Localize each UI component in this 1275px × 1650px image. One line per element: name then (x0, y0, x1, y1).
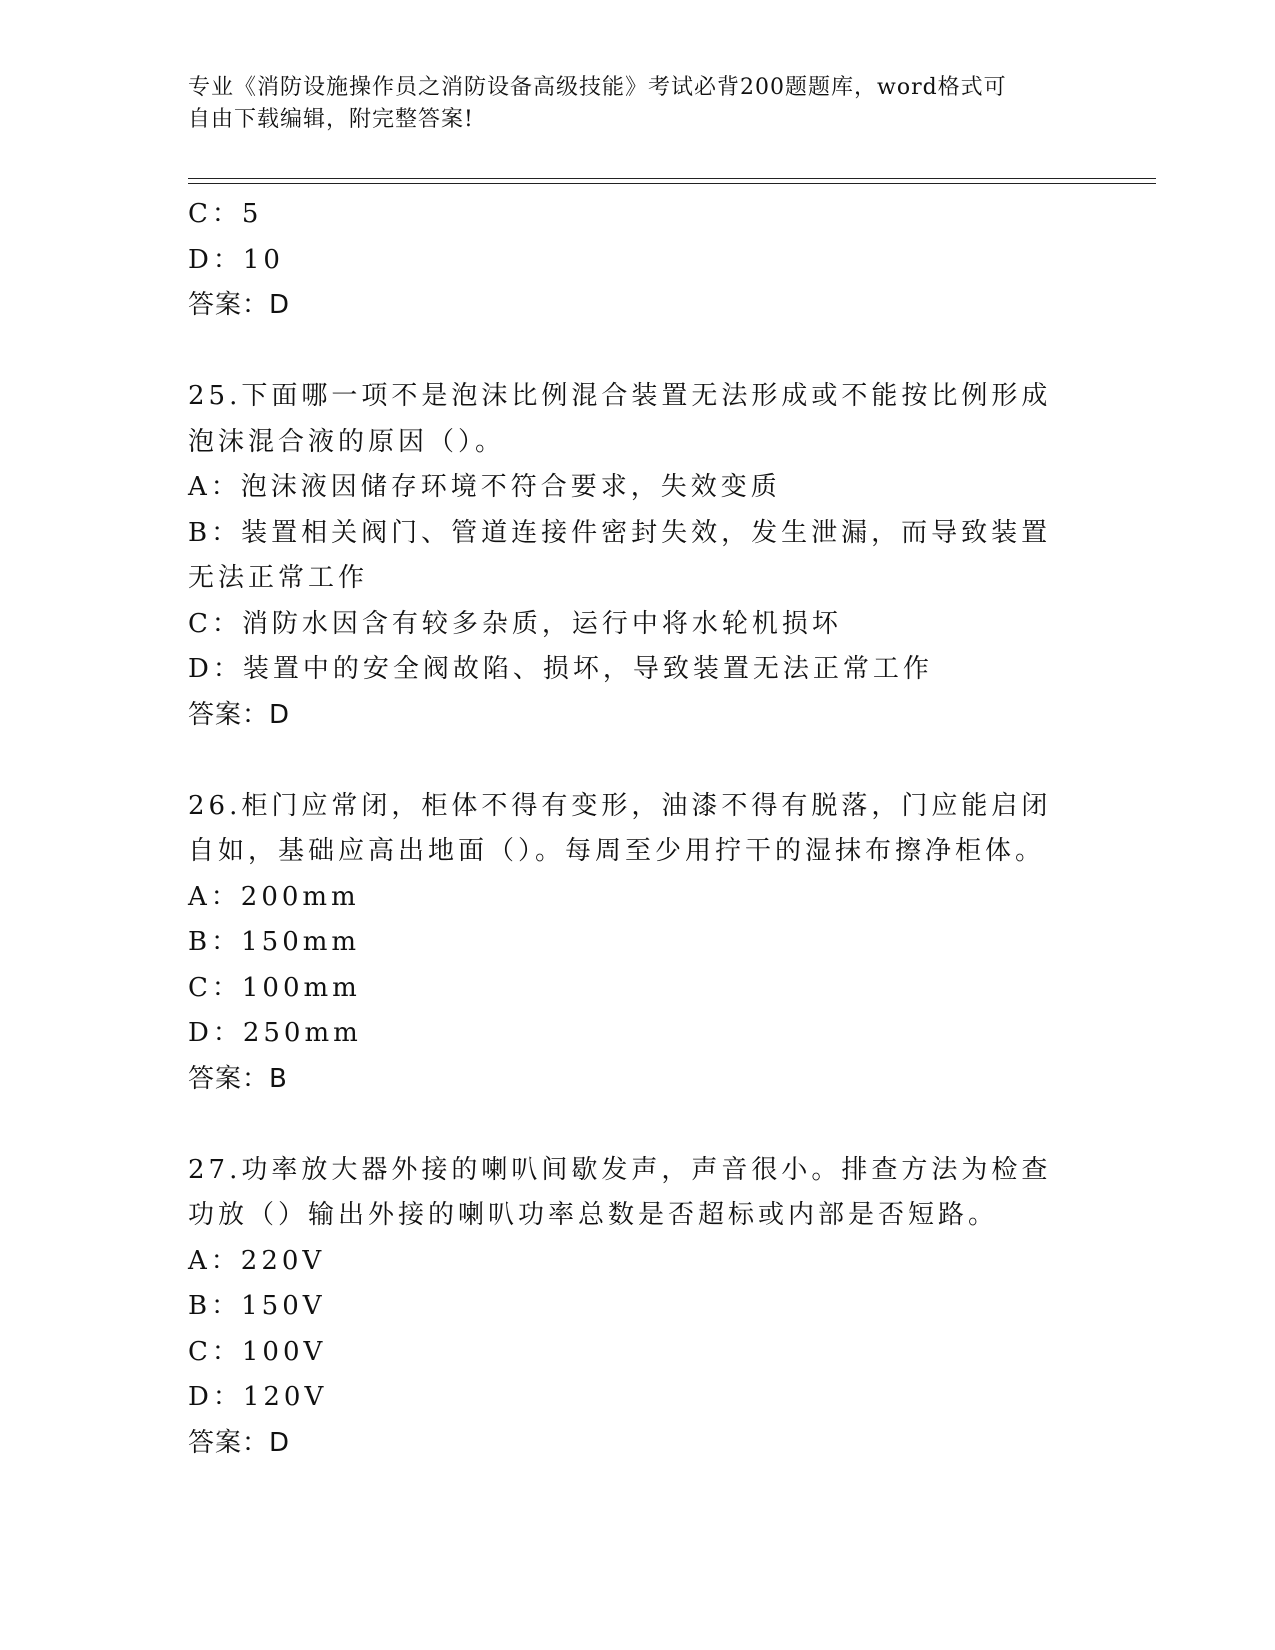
answer-line: 答案：D (188, 1427, 291, 1458)
question-26 (188, 784, 1088, 1103)
option-c: C：5 (188, 199, 263, 229)
option-b: B：150mm (188, 927, 361, 957)
option-b: B：150V (188, 1291, 326, 1321)
option-c: C：消防水因含有较多杂质，运行中将水轮机损坏 (188, 608, 842, 639)
header-divider-bottom (188, 183, 1156, 184)
option-a: A：泡沫液因储存环境不符合要求，失效变质 (188, 472, 781, 502)
option-d: D：250mm (188, 1018, 362, 1048)
answer-line: 答案：B (188, 1063, 288, 1094)
option-c: C：100V (188, 1336, 327, 1367)
header-title-line-2: 自由下载编辑，附完整答案! (188, 107, 474, 132)
question-text: 25.下面哪一项不是泡沫比例混合装置无法形成或不能按比例形成泡沫混合液的原因（）。 (188, 381, 1052, 457)
option-b: B：装置相关阀门、管道连接件密封失效，发生泄漏，而导致装置无法正常工作 (188, 517, 1052, 593)
answer-line: 答案：D (188, 699, 291, 730)
question-content (188, 192, 1088, 1466)
header-divider-top (188, 178, 1156, 179)
option-c: C：100mm (188, 972, 361, 1003)
previous-question-tail (188, 192, 1088, 329)
answer-line: 答案：D (188, 290, 291, 320)
question-25 (188, 374, 1088, 738)
option-d: D：装置中的安全阀故陷、损坏，导致装置无法正常工作 (188, 654, 933, 684)
option-d: D：10 (188, 244, 284, 275)
option-d: D：120V (188, 1382, 328, 1412)
option-a: A：200mm (188, 881, 360, 912)
header-title-line-1: 专业《消防设施操作员之消防设备高级技能》考试必背200题题库，word格式可 (188, 75, 1007, 100)
question-text: 27.功率放大器外接的喇叭间歇发声，声音很小。排查方法为检查功放（）输出外接的喇叭功率总数是否超标或内部是否短路。 (188, 1154, 1052, 1230)
option-a: A：220V (188, 1245, 326, 1276)
question-text: 26.柜门应常闭，柜体不得有变形，油漆不得有脱落，门应能启闭自如，基础应高出地面（）。每周至少用拧干的湿抹布擦净柜体。 (188, 790, 1052, 866)
question-27 (188, 1148, 1088, 1467)
document-header (188, 72, 1088, 136)
